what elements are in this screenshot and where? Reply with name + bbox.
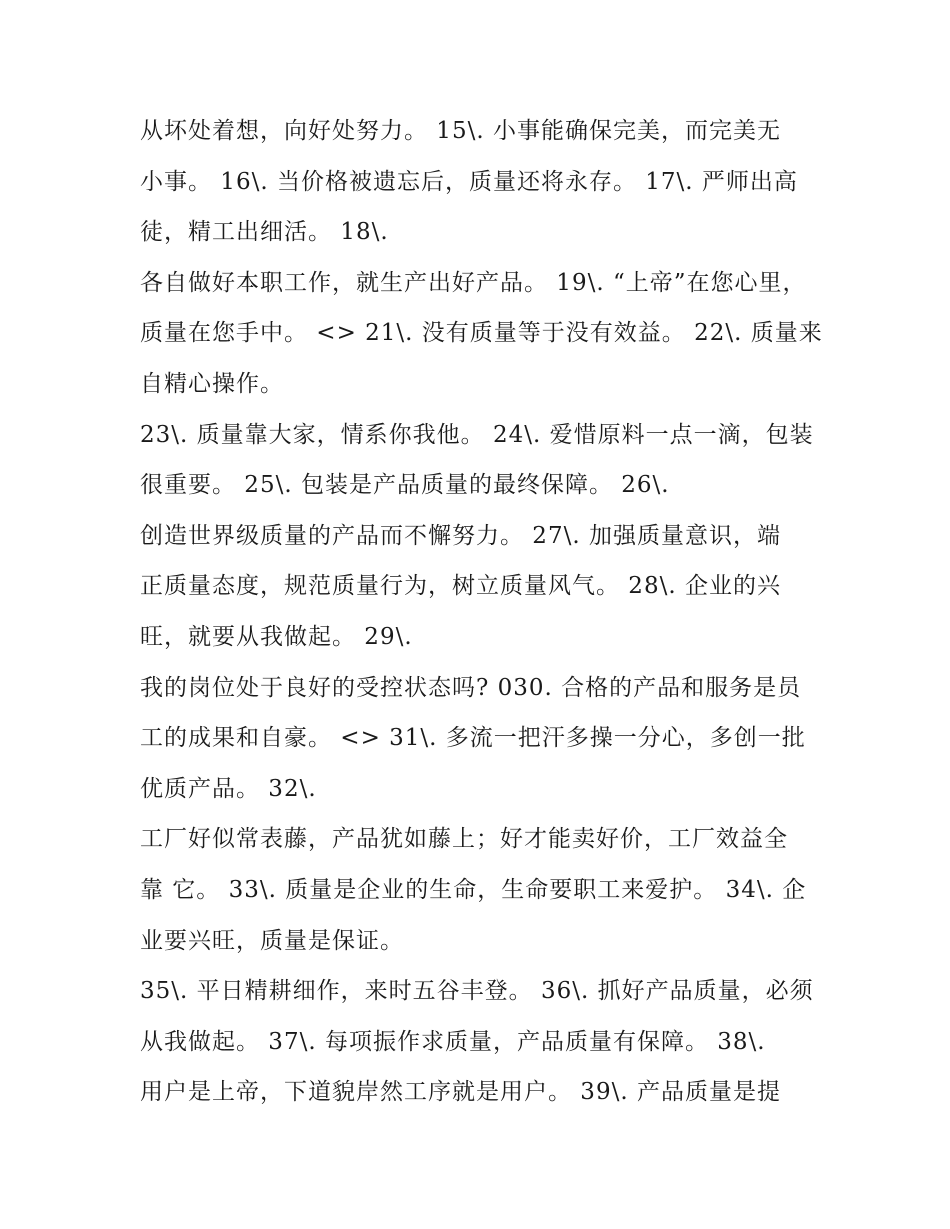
text-line-20: 用户是上帝，下道貌岸然工序就是用户。 39\. 产品质量是提 (140, 1079, 781, 1106)
text-line-4: 各自做好本职工作，就生产出好产品。 19\. “上帝”在您心里， (140, 269, 807, 296)
text-line-5: 质量在您手中。 <> 21\. 没有质量等于没有效益。 22\. 质量来 (140, 320, 823, 347)
text-line-11: 旺，就要从我做起。 29\. (140, 623, 413, 650)
text-line-16: 靠 它。 33\. 质量是企业的生命，生命要职工来爱护。 34\. 企 (140, 876, 807, 903)
text-line-12: 我的岗位处于良好的受控状态吗? 030. 合格的产品和服务是员 (140, 674, 802, 701)
text-line-1: 从坏处着想，向好处努力。 15\. 小事能确保完美，而完美无 (140, 118, 781, 144)
text-line-7: 23\. 质量靠大家，情系你我他。 24\. 爱惜原料一点一滴，包装 (140, 421, 814, 448)
body-text (140, 106, 840, 1118)
text-line-15: 工厂好似常表藤，产品犹如藤上；好才能卖好价，工厂效益全 (140, 826, 788, 853)
text-line-9: 创造世界级质量的产品而不懈努力。 27\. 加强质量意识，端 (140, 522, 781, 549)
text-line-18: 35\. 平日精耕细作，来时五谷丰登。 36\. 抓好产品质量，必须 (140, 978, 814, 1005)
text-line-19: 从我做起。 37\. 每项振作求质量，产品质量有保障。 38\. (140, 1028, 766, 1055)
text-line-10: 正质量态度，规范质量行为，树立质量风气。 28\. 企业的兴 (140, 573, 781, 600)
text-line-14: 优质产品。 32\. (140, 775, 317, 802)
text-line-8: 很重要。 25\. 包装是产品质量的最终保障。 26\. (140, 472, 670, 499)
text-line-2: 小事。 16\. 当价格被遗忘后，质量还将永存。 17\. 严师出高 (140, 168, 798, 195)
text-line-3: 徒，精工出细活。 18\. (140, 219, 389, 246)
text-line-17: 业要兴旺，质量是保证。 (140, 927, 404, 954)
text-line-6: 自精心操作。 (140, 370, 284, 397)
text-line-13: 工的成果和自豪。 <> 31\. 多流一把汗多操一分心，多创一批 (140, 725, 806, 752)
